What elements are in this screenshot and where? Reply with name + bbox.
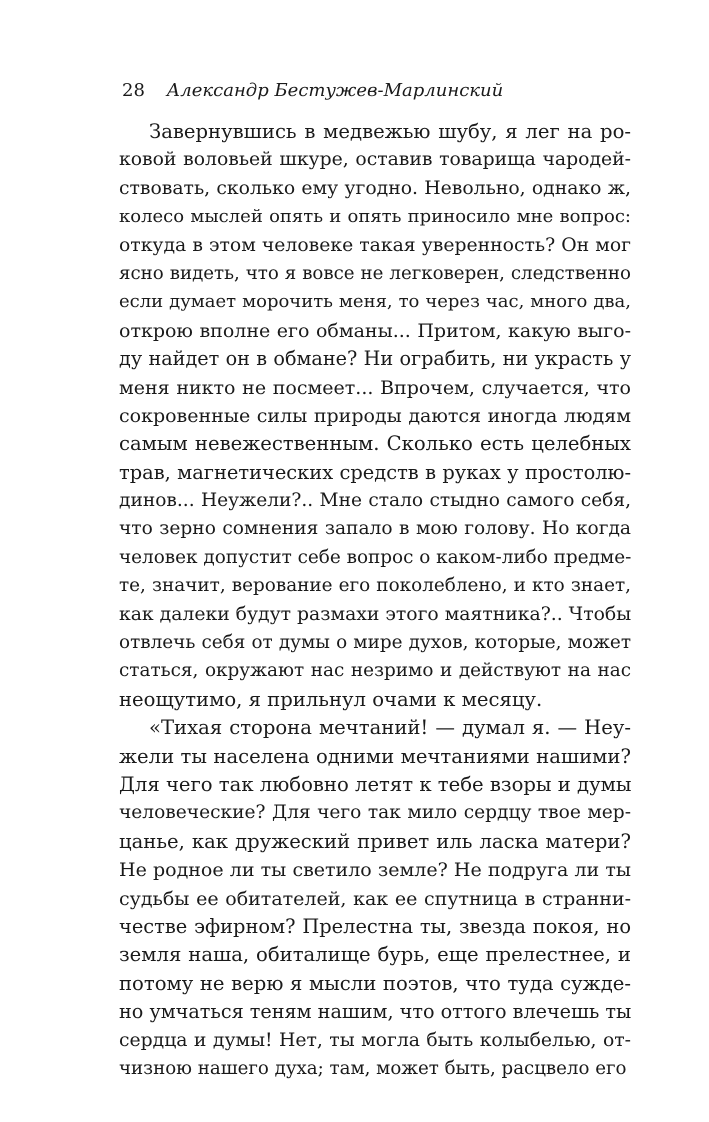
text-line: ду найдет он в обмане? Ни ограбить, ни украсть у <box>119 347 631 371</box>
text-line: человеческие? Для чего так мило сердцу твое мер- <box>119 802 631 824</box>
running-title: Александр Бестужев-Марлинский <box>166 80 504 101</box>
running-header <box>122 80 642 101</box>
text-line: но умчаться теням нашим, что оттого влечешь ты <box>119 1000 632 1024</box>
text-line: самым невежественным. Сколько есть целебных <box>119 432 631 456</box>
text-line: сердца и думы! Нет, ты могла быть колыбелью, от- <box>119 1029 631 1051</box>
text-line: жели ты населена одними мечтаниями нашими? <box>119 744 631 768</box>
text-line: судьбы ее обитателей, как ее спутница в странни- <box>119 887 631 910</box>
text-line: потому не верю я мысли поэтов, что туда сужде- <box>119 971 631 995</box>
text-line: меня никто не посмеет... Впрочем, случается, что <box>119 376 631 399</box>
text-line: отвлечь себя от думы о мире духов, которые, может <box>119 632 631 654</box>
text-line: цанье, как дружеский привет иль ласка матери? <box>119 829 631 853</box>
text-line: динов... Неужели?.. Мне стало стыдно самого себя, <box>119 490 631 512</box>
text-line: если думает морочить меня, то через час, много два, <box>119 291 631 313</box>
text-line: открою вполне его обманы... Притом, какую выго- <box>119 319 631 342</box>
body-text <box>119 118 631 1083</box>
text-line: честве эфирном? Прелестна ты, звезда покоя, но <box>119 914 631 938</box>
text-line: ковой воловьей шкуре, оставив товарища чародей- <box>119 149 631 171</box>
page-number: 28 <box>122 80 145 101</box>
text-line: земля наша, обиталище бурь, еще прелестнее, и <box>119 943 631 967</box>
text-line: чизною нашего духа; там, может быть, расцвело его <box>119 1057 627 1079</box>
text-line: ясно видеть, что я вовсе не легковерен, следственно <box>119 262 631 284</box>
text-line: статься, окружают нас незримо и действуют на нас <box>119 660 631 682</box>
paragraph <box>119 714 631 1083</box>
text-line: трав, магнетических средств в руках у простолю- <box>119 460 631 484</box>
text-line: откуда в этом человеке такая уверенность? Он мог <box>119 234 631 256</box>
text-line: колесо мыслей опять и опять приносило мне вопрос: <box>119 206 631 228</box>
text-line: Завернувшись в медвежью шубу, я лег на ро- <box>149 120 631 143</box>
text-line: Для чего так любовно летят к тебе взоры и думы <box>119 772 632 796</box>
text-line: те, значит, верование его поколеблено, и кто знает, <box>119 575 631 597</box>
text-line: Не родное ли ты светило земле? Не подруга ли ты <box>119 859 631 882</box>
text-line: что зерно сомнения запало в мою голову. Но когда <box>119 518 631 540</box>
text-line: как далеки будут размахи этого маятника?.. Чтобы <box>119 603 632 625</box>
text-line: человек допустит себе вопрос о каком-либо предме- <box>119 546 632 568</box>
paragraph <box>119 118 631 714</box>
text-line: сокровенные силы природы даются иногда людям <box>119 404 631 427</box>
text-line: ствовать, сколько ему угодно. Невольно, однако ж, <box>119 177 631 199</box>
text-line: неощутимо, я прильнул очами к месяцу. <box>119 687 543 711</box>
text-line: «Тихая сторона мечтаний! — думал я. — Неу- <box>149 716 631 740</box>
